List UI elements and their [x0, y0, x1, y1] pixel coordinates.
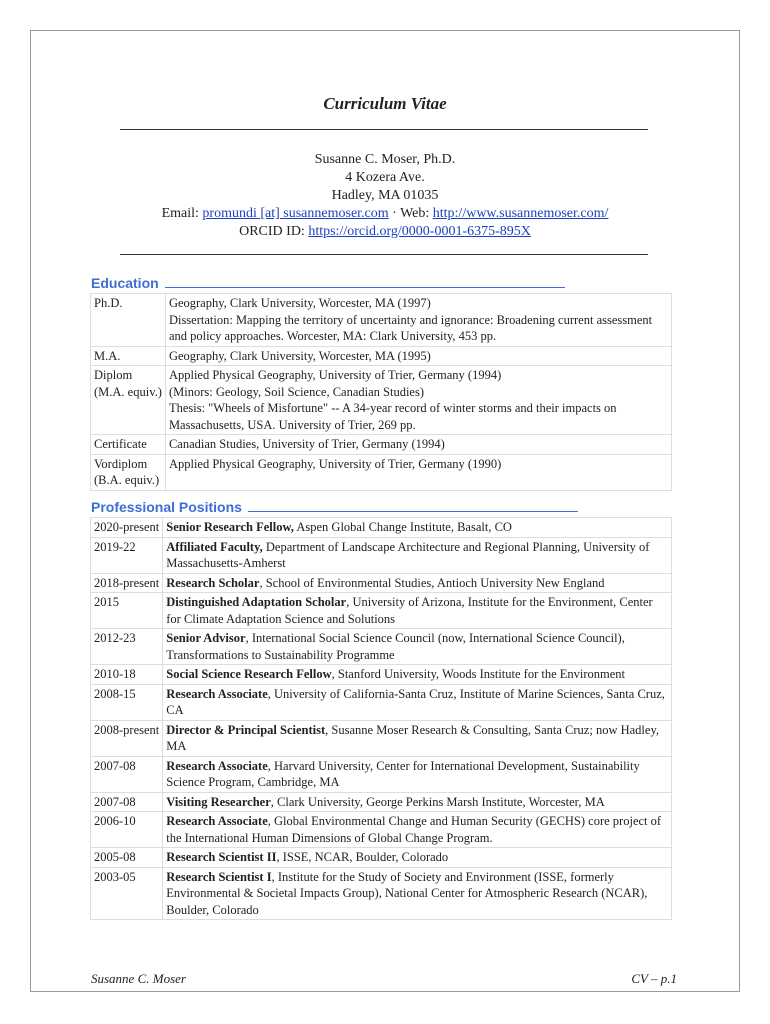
position-organization: , Stanford University, Woods Institute for the Environment: [331, 667, 626, 681]
education-heading: [91, 275, 565, 291]
table-row: [91, 720, 672, 756]
position-organization: , ISSE, NCAR, Boulder, Colorado: [276, 850, 449, 864]
table-row: [91, 792, 672, 812]
table-row: [91, 629, 672, 665]
position-years: 2005-08: [91, 848, 163, 868]
position-years: 2015: [91, 593, 163, 629]
position-title: Research Associate: [166, 758, 268, 773]
footer-author: Susanne C. Moser: [91, 971, 186, 986]
table-row: [91, 665, 672, 685]
position-organization: , International Social Science Council (now, International Science Council), Transformations to Sustainability Programme: [166, 631, 625, 662]
table-row: [91, 573, 672, 593]
positions-heading-text: Professional Positions: [91, 499, 242, 515]
education-details: [165, 435, 671, 455]
table-row: [91, 812, 672, 848]
position-organization: , Susanne Moser Research & Consulting, Santa Cruz; now Hadley, MA: [166, 722, 660, 753]
position-years: 2007-08: [91, 756, 163, 792]
table-row: [91, 518, 672, 538]
education-line: (Minors: Geology, Soil Science, Canadian Studies): [168, 384, 424, 399]
orcid-label: ORCID ID:: [239, 224, 309, 239]
position-years: 2010-18: [91, 665, 163, 685]
contact-block: [0, 151, 770, 241]
position-title: Director & Principal Scientist: [166, 722, 326, 737]
orcid-line: [0, 223, 770, 241]
position-organization: , Clark University, George Perkins Marsh Institute, Worcester, MA: [270, 794, 605, 809]
education-table: [90, 293, 672, 491]
position-details: [163, 812, 672, 848]
email-link[interactable]: promundi [at] susannemoser.com: [202, 206, 389, 221]
table-row: [91, 537, 672, 573]
table-row: [91, 366, 672, 435]
education-line: Applied Physical Geography, University of Trier, Germany (1994): [168, 368, 502, 382]
email-label: Email:: [161, 206, 203, 221]
education-details: [165, 366, 671, 435]
education-line: Applied Physical Geography, University of Trier, Germany (1990): [168, 456, 502, 471]
footer-page-number: CV – p.1: [631, 971, 677, 986]
education-degree: Certificate: [91, 435, 166, 455]
education-details: [165, 294, 671, 347]
position-title: Visiting Researcher: [166, 794, 271, 809]
position-details: [163, 665, 672, 685]
table-row: [91, 756, 672, 792]
position-organization: , Harvard University, Center for International Development, Sustainability Science Program, Cambridge, MA: [166, 758, 640, 789]
position-details: [163, 518, 672, 538]
position-title: Research Scientist I: [166, 869, 272, 884]
position-organization: Department of Landscape Architecture and Regional Planning, University of Massachusetts-Amherst: [166, 539, 650, 570]
education-line: Geography, Clark University, Worcester, MA (1995): [168, 348, 431, 363]
position-title: Affiliated Faculty,: [166, 539, 263, 554]
address-line-1: 4 Kozera Ave.: [345, 170, 425, 185]
position-organization: , University of Arizona, Institute for the Environment, Center for Climate Adaptation Science and Solutions: [166, 595, 653, 626]
education-degree: Vordiplom (B.A. equiv.): [91, 454, 166, 490]
position-details: [163, 593, 672, 629]
education-degree: Diplom (M.A. equiv.): [91, 366, 166, 435]
position-details: [163, 848, 672, 868]
position-details: [163, 720, 672, 756]
position-details: [163, 684, 672, 720]
education-details: [165, 454, 671, 490]
position-years: 2012-23: [91, 629, 163, 665]
position-title: Research Scientist II: [166, 850, 277, 864]
position-title: Social Science Research Fellow: [166, 667, 332, 681]
education-line: Geography, Clark University, Worcester, MA (1997): [168, 296, 431, 310]
author-name: Susanne C. Moser, Ph.D.: [314, 152, 456, 167]
education-heading-rule: [165, 286, 565, 288]
education-degree: M.A.: [91, 346, 166, 366]
education-line: Canadian Studies, University of Trier, Germany (1994): [168, 437, 445, 451]
position-years: 2008-present: [91, 720, 163, 756]
education-heading-text: Education: [91, 275, 159, 291]
orcid-link[interactable]: https://orcid.org/0000-0001-6375-895X: [308, 224, 531, 239]
position-organization: , Global Environmental Change and Human Security (GECHS) core project of the International Human Dimensions of Global Change Program.: [166, 814, 662, 845]
position-details: [163, 792, 672, 812]
education-line: Thesis: "Wheels of Misfortune" -- A 34-year record of winter storms and their impacts on Massachusetts, USA. University of Trier, 269 pp.: [168, 401, 617, 432]
education-line: Dissertation: Mapping the territory of uncertainty and ignorance: Broadening current assessment and policy approaches. Worcester, MA: Clark University, 453 pp.: [168, 312, 653, 343]
table-row: [91, 867, 672, 920]
position-title: Distinguished Adaptation Scholar: [166, 595, 347, 609]
position-title: Senior Advisor: [166, 631, 246, 645]
position-years: 2003-05: [91, 867, 163, 920]
position-details: [163, 573, 672, 593]
table-row: [91, 294, 672, 347]
position-years: 2006-10: [91, 812, 163, 848]
position-organization: , University of California-Santa Cruz, Institute of Marine Sciences, Santa Cruz, CA: [166, 686, 665, 717]
table-row: [91, 593, 672, 629]
address-line-2: Hadley, MA 01035: [331, 188, 439, 203]
position-details: [163, 537, 672, 573]
position-organization: , Institute for the Study of Society and Environment (ISSE, formerly Environmental & Societal Impacts Group), National Center for Atmospheric Research (NCAR), Boulder, Colorado: [166, 869, 648, 917]
email-web-line: [0, 205, 770, 223]
positions-heading: [91, 499, 578, 515]
divider-bottom: [120, 254, 648, 255]
position-organization: , School of Environmental Studies, Antioch University New England: [259, 575, 605, 590]
position-organization: Aspen Global Change Institute, Basalt, CO: [293, 520, 512, 534]
education-degree: Ph.D.: [91, 294, 166, 347]
position-details: [163, 756, 672, 792]
position-years: 2018-present: [91, 573, 163, 593]
position-title: Research Associate: [166, 814, 268, 828]
table-row: [91, 435, 672, 455]
position-title: Research Scholar: [166, 575, 260, 590]
table-row: [91, 346, 672, 366]
table-row: [91, 684, 672, 720]
positions-heading-rule: [248, 510, 578, 512]
position-years: 2020-present: [91, 518, 163, 538]
document-title: Curriculum Vitae: [323, 94, 447, 113]
education-details: [165, 346, 671, 366]
position-years: 2019-22: [91, 537, 163, 573]
position-title: Senior Research Fellow,: [166, 520, 294, 534]
position-details: [163, 867, 672, 920]
table-row: [91, 848, 672, 868]
position-years: 2007-08: [91, 792, 163, 812]
table-row: [91, 454, 672, 490]
website-link[interactable]: http://www.susannemoser.com/: [432, 206, 609, 221]
positions-table: [90, 517, 672, 920]
position-years: 2008-15: [91, 684, 163, 720]
web-label: · Web:: [388, 206, 433, 221]
divider-top: [120, 129, 648, 130]
position-title: Research Associate: [166, 686, 268, 701]
position-details: [163, 629, 672, 665]
